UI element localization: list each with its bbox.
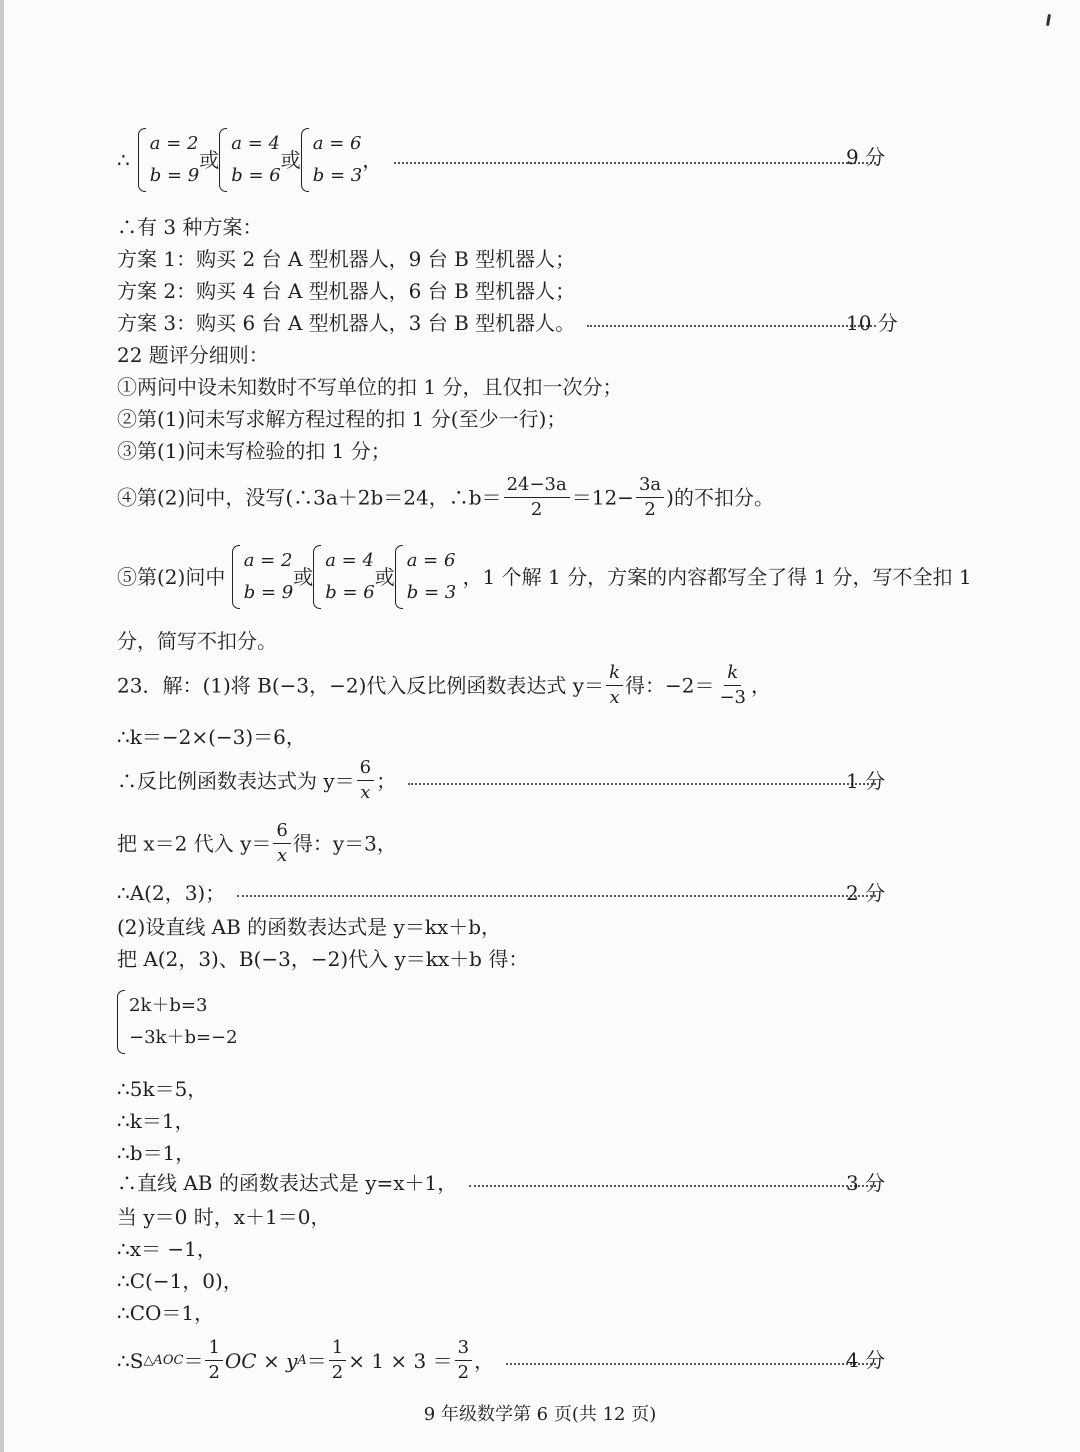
eq-b: b = 9 [149,165,200,186]
line-ab: ∴直线 AB 的函数表达式是 y=x＋1， [117,1171,458,1195]
rubric-4-text: )的不扣分。 [666,485,774,510]
brace [395,545,403,609]
q23-text: 23．解：(1)将 B(−3，−2)代入反比例函数表达式 y＝ [117,673,605,698]
eq-a: a = 4 [325,550,374,571]
rubric-5-text: ，1 个解 1 分，方案的内容都写全了得 1 分，写不全扣 1 [462,565,972,589]
denominator: x [609,687,620,708]
numerator: 6 [273,819,290,844]
plan-3: 方案 3：购买 6 台 A 型机器人，3 台 B 型机器人。 [117,311,576,335]
or-text: 或 [199,148,220,172]
system-2 [313,545,375,609]
brace [117,990,125,1054]
score-1: 1 分 [846,769,886,793]
scan-mark [1046,14,1051,26]
brace [301,128,309,192]
numerator: 1 [329,1336,346,1361]
eq-b: b = 9 [243,582,294,603]
numerator: k [606,661,623,686]
fraction [504,473,570,522]
eq-a: a = 6 [312,133,362,154]
system [117,990,238,1054]
system-3 [301,128,363,192]
part2-substitute: 把 A(2，3)、B(−3，−2)代入 y＝kx＋b 得： [117,947,529,971]
comma: ， [362,148,383,172]
eq-b: b = 3 [406,582,457,603]
area-text: OC × y [224,1348,298,1373]
eq-b: b = 3 [312,165,363,186]
area-text: ， [474,1348,495,1373]
linear-system [117,990,238,1054]
dot-leader [394,162,876,164]
fraction [606,661,623,710]
equation-2: −3k＋b=−2 [129,1027,238,1048]
score-4: 4 分 [846,1348,886,1372]
substitute-x [117,819,397,868]
inverse-fn-line [117,756,884,805]
brace [232,545,240,609]
denominator: x [360,782,371,803]
substitute-text: 把 x＝2 代入 y＝ [117,831,272,856]
eq-b: b = 6 [325,582,375,603]
area-line [117,1336,884,1385]
plans-count: ∴有 3 种方案： [117,215,263,239]
system-1 [138,128,200,192]
page-footer: 9 年级数学第 6 页(共 12 页) [423,1404,657,1425]
point-a-line [117,879,884,907]
substitute-text: 得：y＝3， [292,831,397,856]
system-3 [395,545,457,609]
rubric-5-cont: 分，简写不扣分。 [117,629,277,653]
system-2 [219,128,281,192]
inverse-fn-text: ∴反比例函数表达式为 y＝ [117,768,355,793]
fraction [273,819,290,868]
fraction [357,756,374,805]
or-text: 或 [374,565,395,589]
numerator: 6 [357,756,374,781]
fraction [205,1336,222,1385]
eq-a: a = 2 [243,550,293,571]
solution-systems-line [117,128,884,192]
dot-leader [506,1363,876,1365]
numerator: 3a [636,473,664,498]
k-calc: ∴k＝−2×(−3)＝6， [117,725,306,749]
area-text: ＝ [183,1348,204,1373]
rubric-5-text: ⑤第(2)问中 [117,565,226,589]
point-a: ∴A(2，3)； [117,881,226,905]
fraction [329,1336,346,1385]
rubric-1: ①两问中设未知数时不写单位的扣 1 分，且仅扣一次分； [117,375,623,399]
numerator: 24−3a [504,473,570,498]
or-text: 或 [280,148,301,172]
eq-a: a = 6 [406,550,456,571]
part2-title: (2)设直线 AB 的函数表达式是 y＝kx＋b， [117,915,502,939]
system-1 [232,545,294,609]
area-text: ∴S [117,1348,144,1373]
or-text: 或 [293,565,314,589]
x-value: ∴x＝ −1， [117,1237,217,1261]
denominator: 2 [457,1362,470,1383]
fraction [636,473,664,522]
denominator: 2 [331,1362,344,1383]
numerator: 1 [205,1336,222,1361]
equation-1: 2k＋b=3 [129,995,208,1016]
denominator: 2 [208,1362,220,1383]
denominator: 2 [530,499,543,520]
y-zero: 当 y＝0 时，x＋1＝0， [117,1205,331,1229]
brace [219,128,227,192]
rubric-2: ②第(1)问未写求解方程过程的扣 1 分(至少一行)； [117,407,567,431]
brace [138,128,146,192]
point-c: ∴C(−1，0)， [117,1269,243,1293]
q23-part1 [117,661,771,710]
dot-leader [408,783,876,785]
co-length: ∴CO＝1， [117,1301,215,1325]
fraction [455,1336,472,1385]
area-text: × 1 × 3 ＝ [348,1348,453,1373]
rubric-4 [117,473,774,522]
q23-text: ， [751,673,772,698]
score-3: 3 分 [846,1171,886,1195]
dot-leader [469,1185,876,1187]
rubric-title: 22 题评分细则： [117,343,269,367]
rubric-4-text: ＝12− [571,485,634,510]
score-9: 9 分 [846,145,886,169]
eq-b: b = 6 [231,165,281,186]
dot-leader [237,895,876,897]
therefore: ∴ [117,148,130,172]
plan-1: 方案 1：购买 2 台 A 型机器人，9 台 B 型机器人； [117,247,576,271]
denominator: x [277,845,288,866]
numerator: k [724,661,741,686]
dot-leader [587,325,876,327]
line-ab-line [117,1169,884,1197]
rubric-4-text: ④第(2)问中，没写(∴3a＋2b＝24，∴b＝ [117,485,502,510]
denominator: −3 [719,687,747,708]
fraction [716,661,749,710]
eq-a: a = 4 [231,133,280,154]
step-k: ∴k＝1， [117,1109,195,1133]
y-subscript: A [297,1352,307,1368]
rubric-5 [117,545,972,609]
numerator: 3 [455,1336,472,1361]
plan-3-line [117,309,884,337]
q23-text: 得：−2＝ [624,673,715,698]
plan-2: 方案 2：购买 4 台 A 型机器人，6 台 B 型机器人； [117,279,576,303]
area-text: ＝ [306,1348,327,1373]
step-5k: ∴5k＝5， [117,1077,208,1101]
area-subscript: △AOC [143,1352,184,1368]
step-b: ∴b＝1， [117,1141,196,1165]
score-10: 10 分 [846,311,898,335]
eq-a: a = 2 [149,133,199,154]
rubric-3: ③第(1)问未写检验的扣 1 分； [117,439,391,463]
brace [313,545,321,609]
page-edge [0,0,4,1452]
score-2: 2 分 [846,881,886,905]
denominator: 2 [644,499,656,520]
inverse-fn-text: ； [376,768,397,793]
